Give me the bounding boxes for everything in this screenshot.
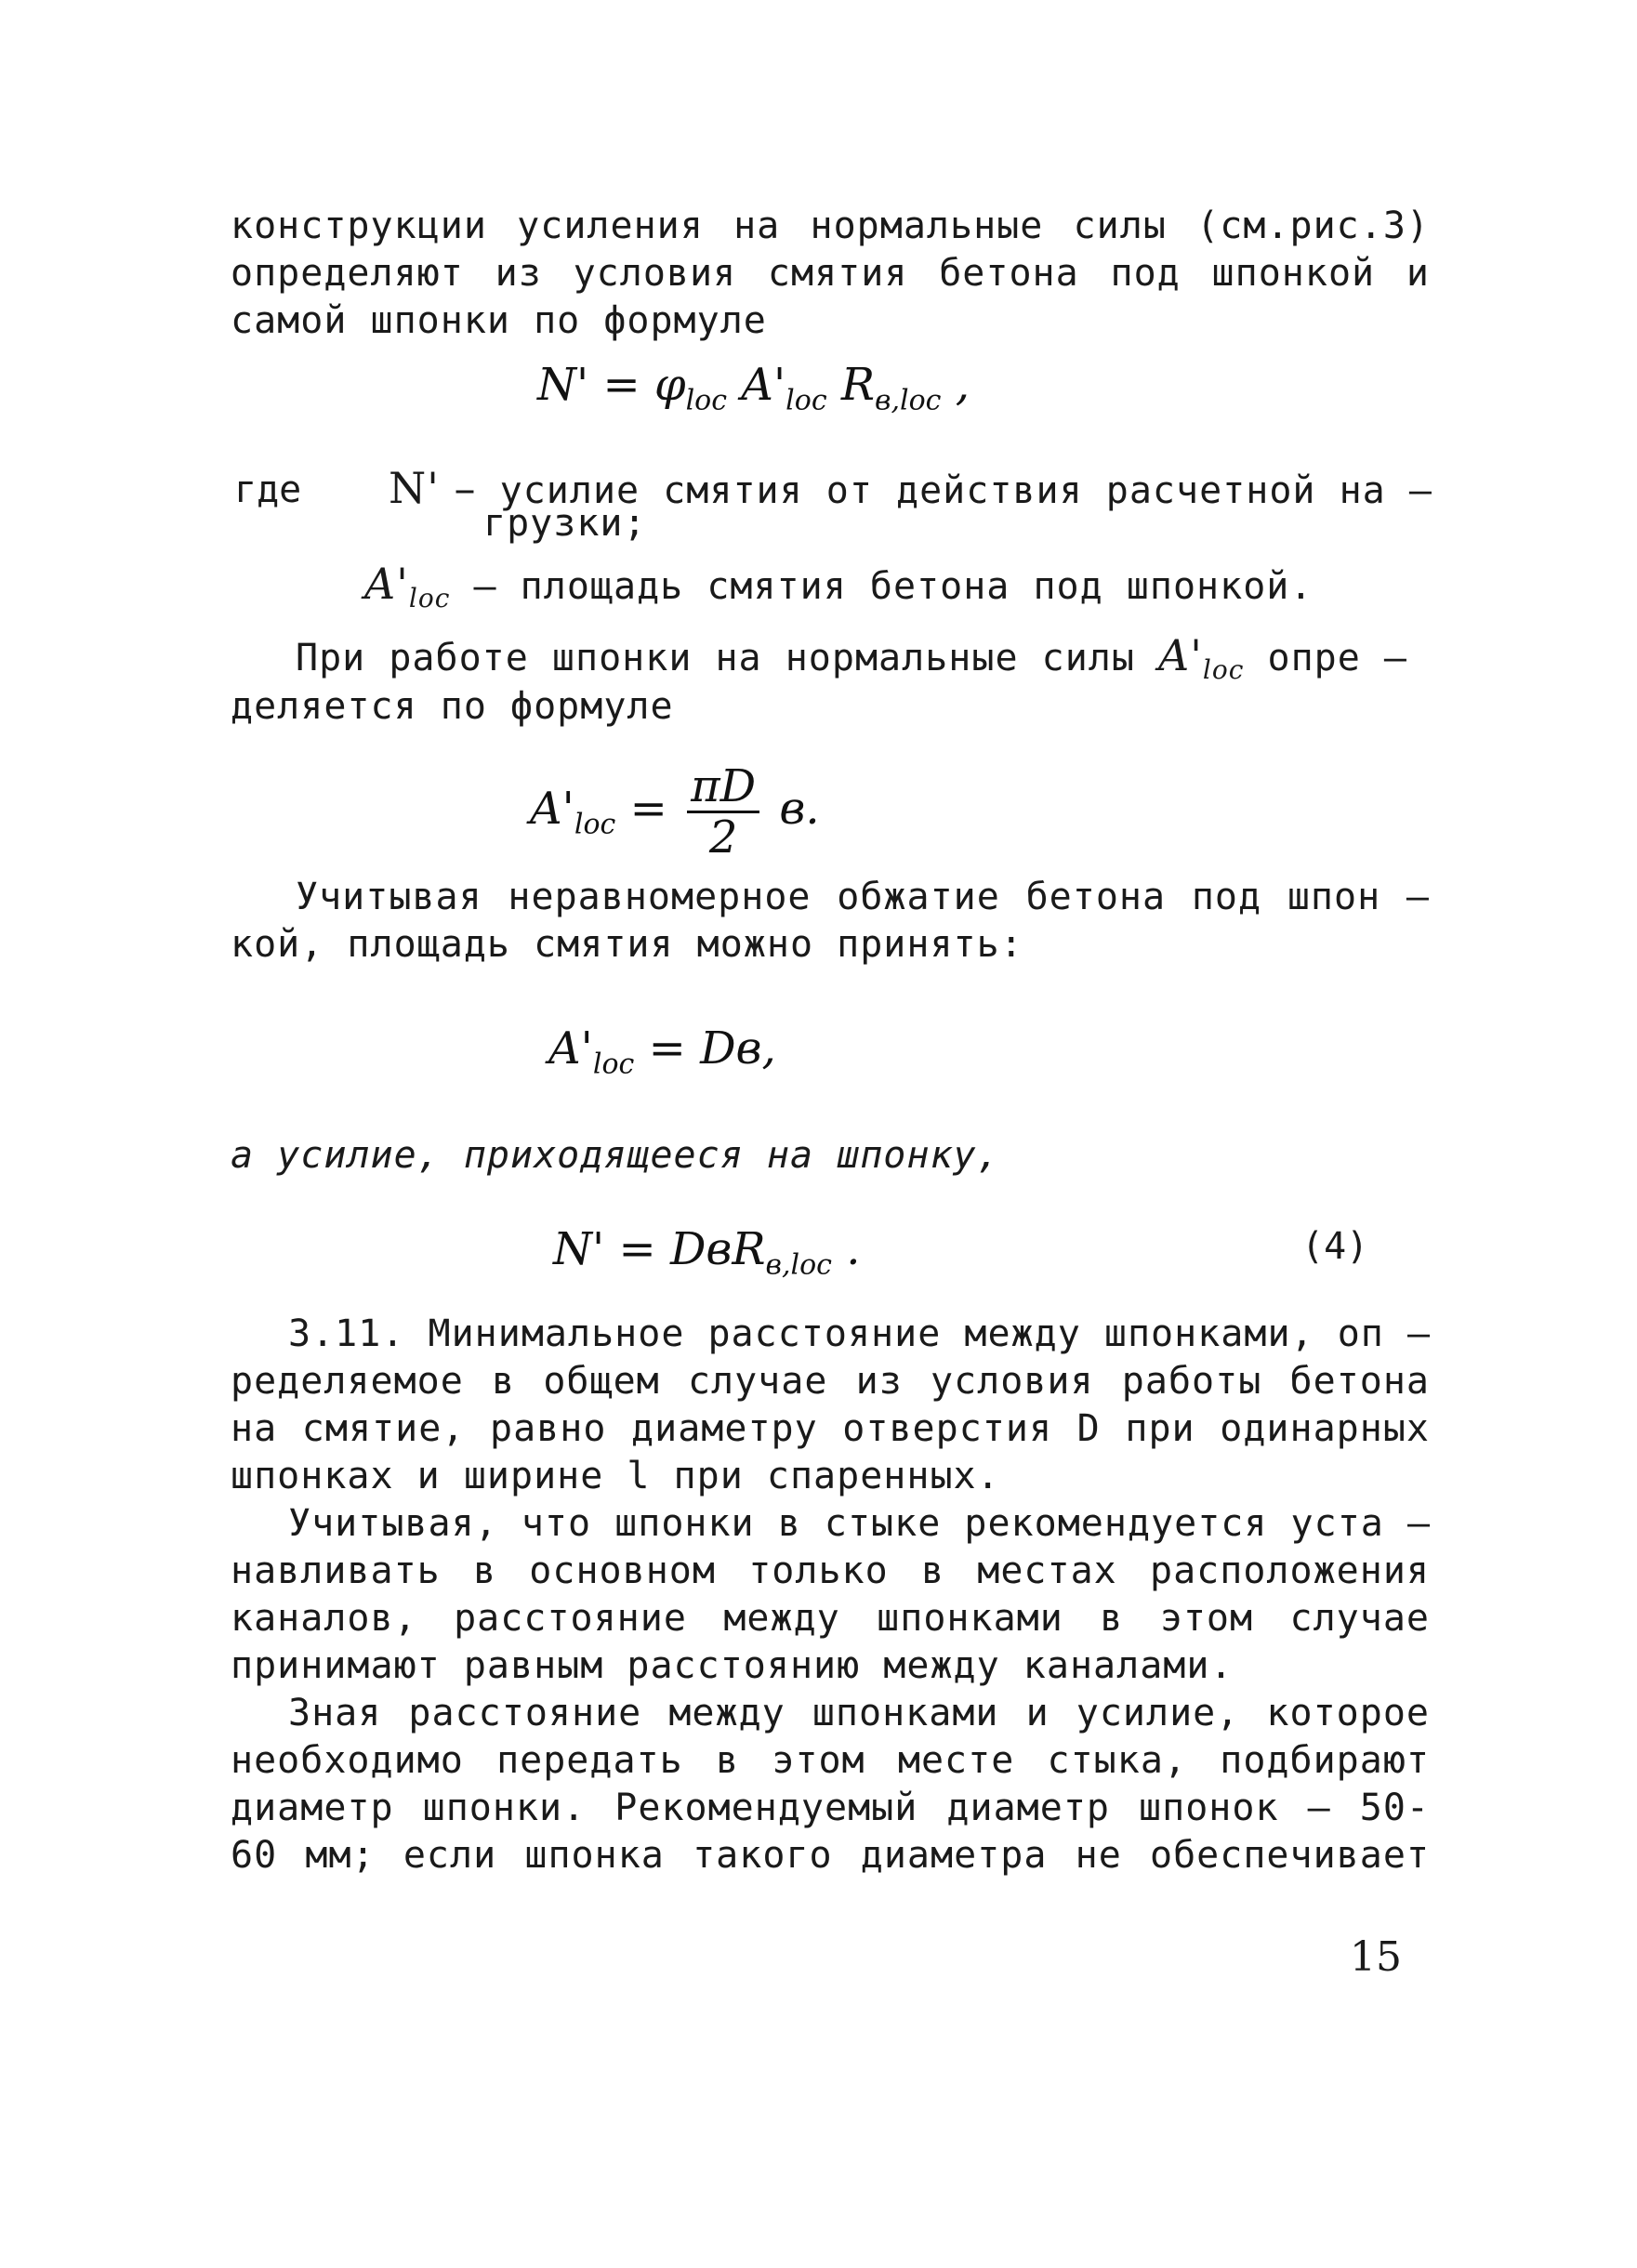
paragraph-7 bbox=[231, 1690, 1430, 1879]
formula-2-numerator: πD bbox=[687, 762, 759, 813]
formula-4-rhs: = DвR bbox=[618, 1223, 766, 1275]
paragraph-2-line-2: деляется по формуле bbox=[231, 685, 674, 728]
where-item-1-symbol: N' – bbox=[389, 463, 477, 513]
formula-3 bbox=[548, 1022, 776, 1081]
formula-1-end: , bbox=[955, 359, 970, 411]
formula-2 bbox=[530, 762, 820, 862]
paragraph-1-line-2: определяют из условия смятия бетона под шпонкой и bbox=[231, 252, 1430, 295]
paragraph-1-line-3: самой шпонки по формуле bbox=[231, 299, 767, 342]
paragraph-4: а усилие, приходящееся на шпонку, bbox=[231, 1134, 1000, 1177]
paragraph-7-line-1: Зная расстояние между шпонками и усилие, которое bbox=[288, 1692, 1430, 1734]
formula-2-tail: в. bbox=[779, 783, 820, 835]
equation-number: (4) bbox=[1301, 1225, 1369, 1268]
where-item-1-cont bbox=[483, 500, 1320, 547]
formula-1-r: R bbox=[840, 359, 876, 411]
formula-1-a: A' bbox=[741, 359, 786, 411]
formula-2-denominator: 2 bbox=[708, 811, 738, 864]
formula-1-phi: φ bbox=[653, 359, 686, 411]
formula-1-a-sub: loc bbox=[785, 384, 827, 417]
paragraph-5 bbox=[231, 1311, 1430, 1500]
formula-2-fraction bbox=[687, 762, 759, 862]
where-item-2-symbol-sub: loc bbox=[408, 583, 451, 613]
formula-2-lhs-sub: loc bbox=[574, 808, 616, 841]
formula-4 bbox=[553, 1223, 861, 1282]
formula-1-r-sub: в,loc bbox=[875, 384, 942, 417]
paragraph-1 bbox=[231, 203, 1430, 345]
paragraph-5-line-4: шпонках и ширине l при спаренных. bbox=[231, 1455, 1000, 1497]
formula-4-end: . bbox=[846, 1223, 861, 1275]
paragraph-5-line-1: 3.11. Минимальное расстояние между шпонками, оп – bbox=[288, 1312, 1432, 1355]
where-item-1-line-1: усилие смятия от действия расчетной на – bbox=[499, 469, 1432, 512]
paragraph-1-line-1: конструкции усиления на нормальные силы (см.рис.3) bbox=[231, 204, 1430, 247]
formula-1-eq: = bbox=[602, 359, 640, 411]
paragraph-6 bbox=[231, 1500, 1430, 1690]
where-item-2-symbol: A' bbox=[364, 559, 409, 609]
formula-4-lhs: N' bbox=[553, 1223, 605, 1275]
paragraph-7-line-4: 60 мм; если шпонка такого диаметра не обеспечивает bbox=[231, 1834, 1430, 1877]
paragraph-2-symbol: A' bbox=[1158, 630, 1203, 680]
paragraph-7-line-2: необходимо передать в этом месте стыка, подбирают bbox=[231, 1739, 1430, 1782]
paragraph-6-line-3: каналов, расстояние между шпонками в этом случае bbox=[231, 1597, 1430, 1640]
where-item-2 bbox=[364, 560, 1387, 622]
paragraph-3 bbox=[231, 874, 1430, 969]
paragraph-7-line-3: диаметр шпонки. Рекомендуемый диаметр шпонок – 50- bbox=[231, 1787, 1430, 1829]
formula-3-end: , bbox=[761, 1022, 776, 1075]
paragraph-2-line-1-end: опре – bbox=[1267, 637, 1408, 679]
paragraph-2-symbol-sub: loc bbox=[1202, 654, 1245, 685]
where-item-1-line-2: грузки; bbox=[483, 502, 647, 545]
formula-3-lhs-sub: loc bbox=[592, 1048, 635, 1081]
formula-1-lhs: N' bbox=[537, 359, 589, 411]
formula-2-eq: = bbox=[629, 783, 667, 835]
paragraph-5-line-3: на смятие, равно диаметру отверстия D при одинарных bbox=[231, 1407, 1430, 1450]
paragraph-6-line-2: навливать в основном только в местах расположения bbox=[231, 1549, 1430, 1592]
page-number: 15 bbox=[1350, 1933, 1402, 1981]
formula-4-rhs-sub: в,loc bbox=[765, 1248, 832, 1282]
paragraph-5-line-2: ределяемое в общем случае из условия работы бетона bbox=[231, 1360, 1430, 1403]
where-item-2-dash: – bbox=[473, 565, 497, 608]
paragraph-6-line-4: принимают равным расстоянию между каналами. bbox=[231, 1644, 1234, 1687]
formula-1 bbox=[537, 359, 970, 417]
paragraph-3-line-1: Учитывая неравномерное обжатие бетона под шпон – bbox=[296, 876, 1430, 918]
formula-2-lhs: A' bbox=[530, 783, 574, 835]
where-label: где bbox=[234, 468, 302, 511]
paragraph-6-line-1: Учитывая, что шпонки в стыке рекомендуется уста – bbox=[288, 1502, 1432, 1545]
formula-3-lhs: A' bbox=[548, 1022, 593, 1075]
paragraph-2-line-1-start: При работе шпонки на нормальные силы bbox=[296, 637, 1135, 679]
formula-3-rhs: = Dв bbox=[648, 1022, 762, 1075]
paragraph-3-line-2: кой, площадь смятия можно принять: bbox=[231, 923, 1023, 966]
formula-1-phi-sub: loc bbox=[685, 384, 728, 417]
where-item-2-text: площадь смятия бетона под шпонкой. bbox=[520, 565, 1314, 608]
